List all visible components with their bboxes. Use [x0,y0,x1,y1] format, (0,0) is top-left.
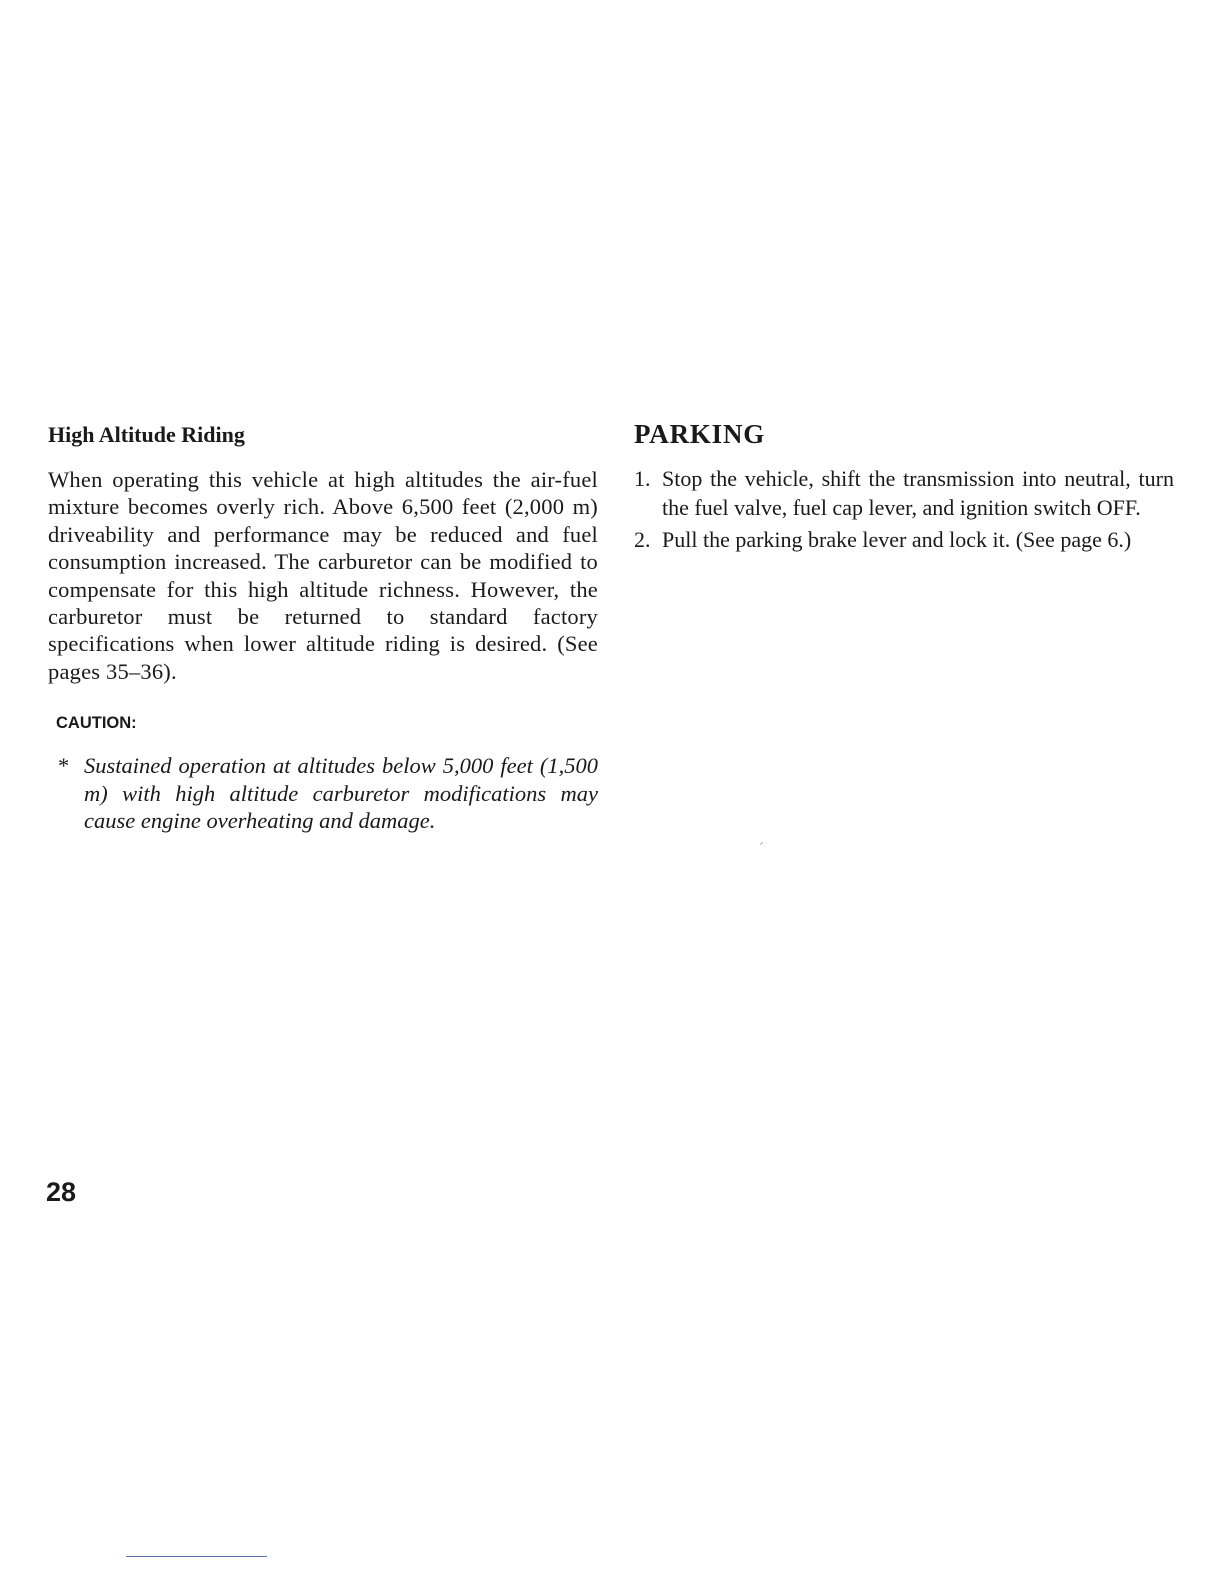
high-altitude-paragraph: When operating this vehicle at high altitudes the air-fuel mixture becomes overly rich. Above 6,500 feet (2,000 m) driveability and performance may be reduced and fuel consumption increased. The carburetor can be modified to compensate for this high altitude richness. However, the carburetor must be returned to standard factory specifications when lower altitude riding is desired. (See pages 35–36). [48,467,598,684]
parking-step [634,525,1174,554]
step-number: 2. [634,527,651,552]
parking-steps [634,464,1174,554]
parking-heading: PARKING [634,419,766,449]
scan-speck [760,842,763,845]
parking-step [634,464,1174,522]
caution-item [48,752,598,835]
asterisk-bullet: * [58,753,70,779]
caution-label: CAUTION: [56,714,137,733]
bottom-rule-divider [126,1556,267,1557]
step-text: Pull the parking brake lever and lock it. (See page 6.) [662,527,1132,552]
high-altitude-section [48,418,598,835]
high-altitude-heading: High Altitude Riding [48,422,245,447]
step-text: Stop the vehicle, shift the transmission into neutral, turn the fuel valve, fuel cap lever, and ignition switch OFF. [662,466,1174,520]
step-number: 1. [634,466,651,491]
parking-section [634,414,1174,557]
caution-text: Sustained operation at altitudes below 5,000 feet (1,500 m) with high altitude carburetor modifications may cause engine overheating and damage. [84,753,598,834]
page-number: 28 [46,1177,77,1207]
